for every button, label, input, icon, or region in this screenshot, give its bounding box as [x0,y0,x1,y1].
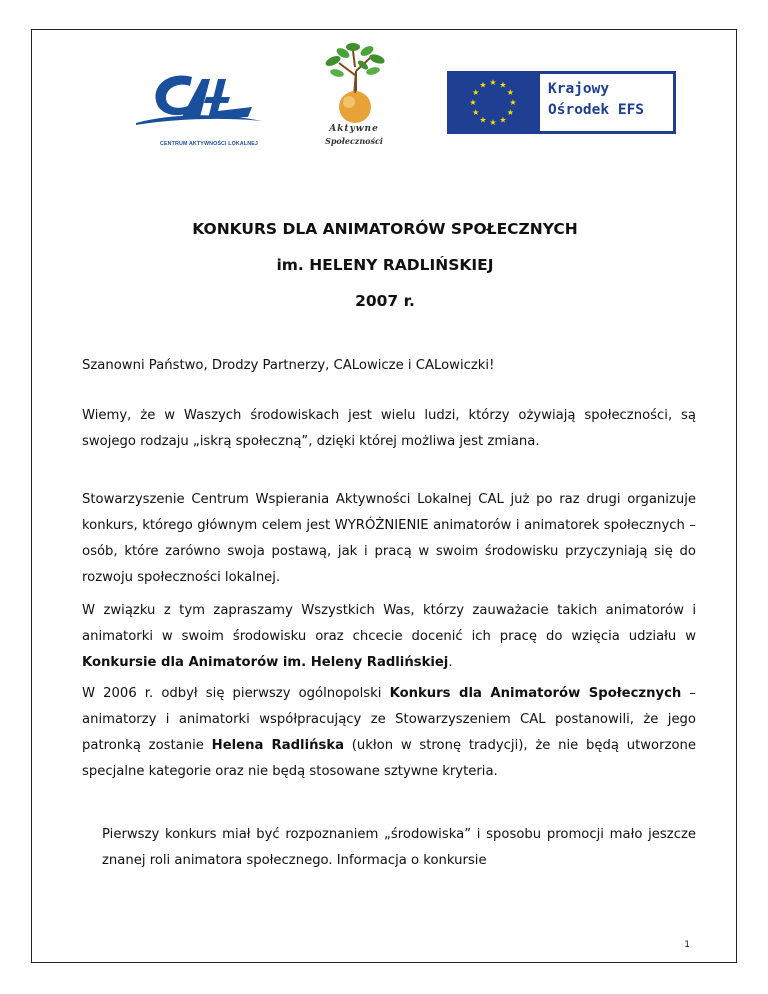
cal-logo-icon [122,67,272,147]
paragraph-4 [82,598,696,676]
eu-star-icon: ★ [479,80,487,90]
efs-logo-line1: Krajowy [548,81,610,97]
patron-name-bold: Helena Radlińska [211,738,344,753]
aktywne-text: Aktywne [329,124,379,134]
eu-star-icon: ★ [489,78,497,87]
paragraph-5-text-c: – animatorzy i animatorki współpracujący ze Stowarzyszeniem CAL postanowili, że jego patronką zostanie [82,686,696,753]
efs-logo-textbox [540,74,673,131]
page-year: 2007 r. [355,292,415,310]
efs-logo-line2: Ośrodek EFS [548,102,645,118]
apple-tree-icon [309,41,399,125]
document-page [31,29,737,963]
paragraph-5 [82,681,696,785]
aktywne-spolecznosci-logo [309,41,399,153]
cal-logo-caption: CENTRUM AKTYWNOŚCI LOKALNEJ [160,141,259,147]
eu-star-icon: ★ [472,88,480,97]
page-number: 1 [684,940,690,950]
eu-star-icon: ★ [489,118,497,127]
eu-star-icon: ★ [472,108,480,117]
eu-star-icon: ★ [499,115,507,125]
spolecznosci-text: Społeczności [325,136,383,146]
paragraph-6: Pierwszy konkurs miał być rozpoznaniem „środowiska” i sposobu promocji mało jeszcze znanej roli animatora społecznego. Informacja o konkursie [102,827,696,868]
paragraph-5-text-a: W 2006 r. odbył się pierwszy ogólnopolski [82,686,390,701]
cal-logo [122,67,272,147]
eu-star-icon: ★ [479,115,487,125]
paragraph-4-text: W związku z tym zapraszamy Wszystkich Was, którzy zauważacie takich animatorów i animatorki w swoim środowisku oraz chcecie docenić ich pracę do wzięcia udziału w [82,603,696,644]
contest-name-bold: Konkursie dla Animatorów im. Heleny Radlińskiej [82,655,449,670]
paragraph-2: Wiemy, że w Waszych środowiskach jest wielu ludzi, którzy ożywiają społeczności, są swojego rodzaju „iskrą społeczną”, dzięki której możliwa jest zmiana. [82,408,696,449]
eu-star-icon: ★ [506,88,514,97]
eu-star-icon: ★ [506,108,514,117]
paragraph-4-end: . [448,655,453,670]
greeting-paragraph: Szanowni Państwo, Drodzy Partnerzy, CALowicze i CALowiczki! [82,358,495,373]
eu-star-icon: ★ [509,98,517,107]
eu-star-icon: ★ [469,98,477,107]
paragraph-3: Stowarzyszenie Centrum Wspierania Aktywności Lokalnej CAL już po raz drugi organizuje konkurs, którego głównym celem jest WYRÓŻNIENIE animatorów i animatorek społecznych – osób, które zarówno swoja postawą, jak i pracą w swoim środowisku przyczyniają się do rozwoju społeczności lokalnej. [82,492,696,585]
page-subtitle: im. HELENY RADLIŃSKIEJ [276,256,494,274]
eu-flag-icon [448,72,538,133]
eu-star-icon: ★ [499,80,507,90]
paragraph-5-text-e: (ukłon w stronę tradycji), że nie będą utworzone specjalne kategorie oraz nie będą stosowane sztywne kryteria. [82,738,696,779]
efs-logo [447,71,676,134]
contest-name-bold-2: Konkurs dla Animatorów Społecznych [389,686,682,701]
page-title: KONKURS DLA ANIMATORÓW SPOŁECZNYCH [192,220,578,238]
